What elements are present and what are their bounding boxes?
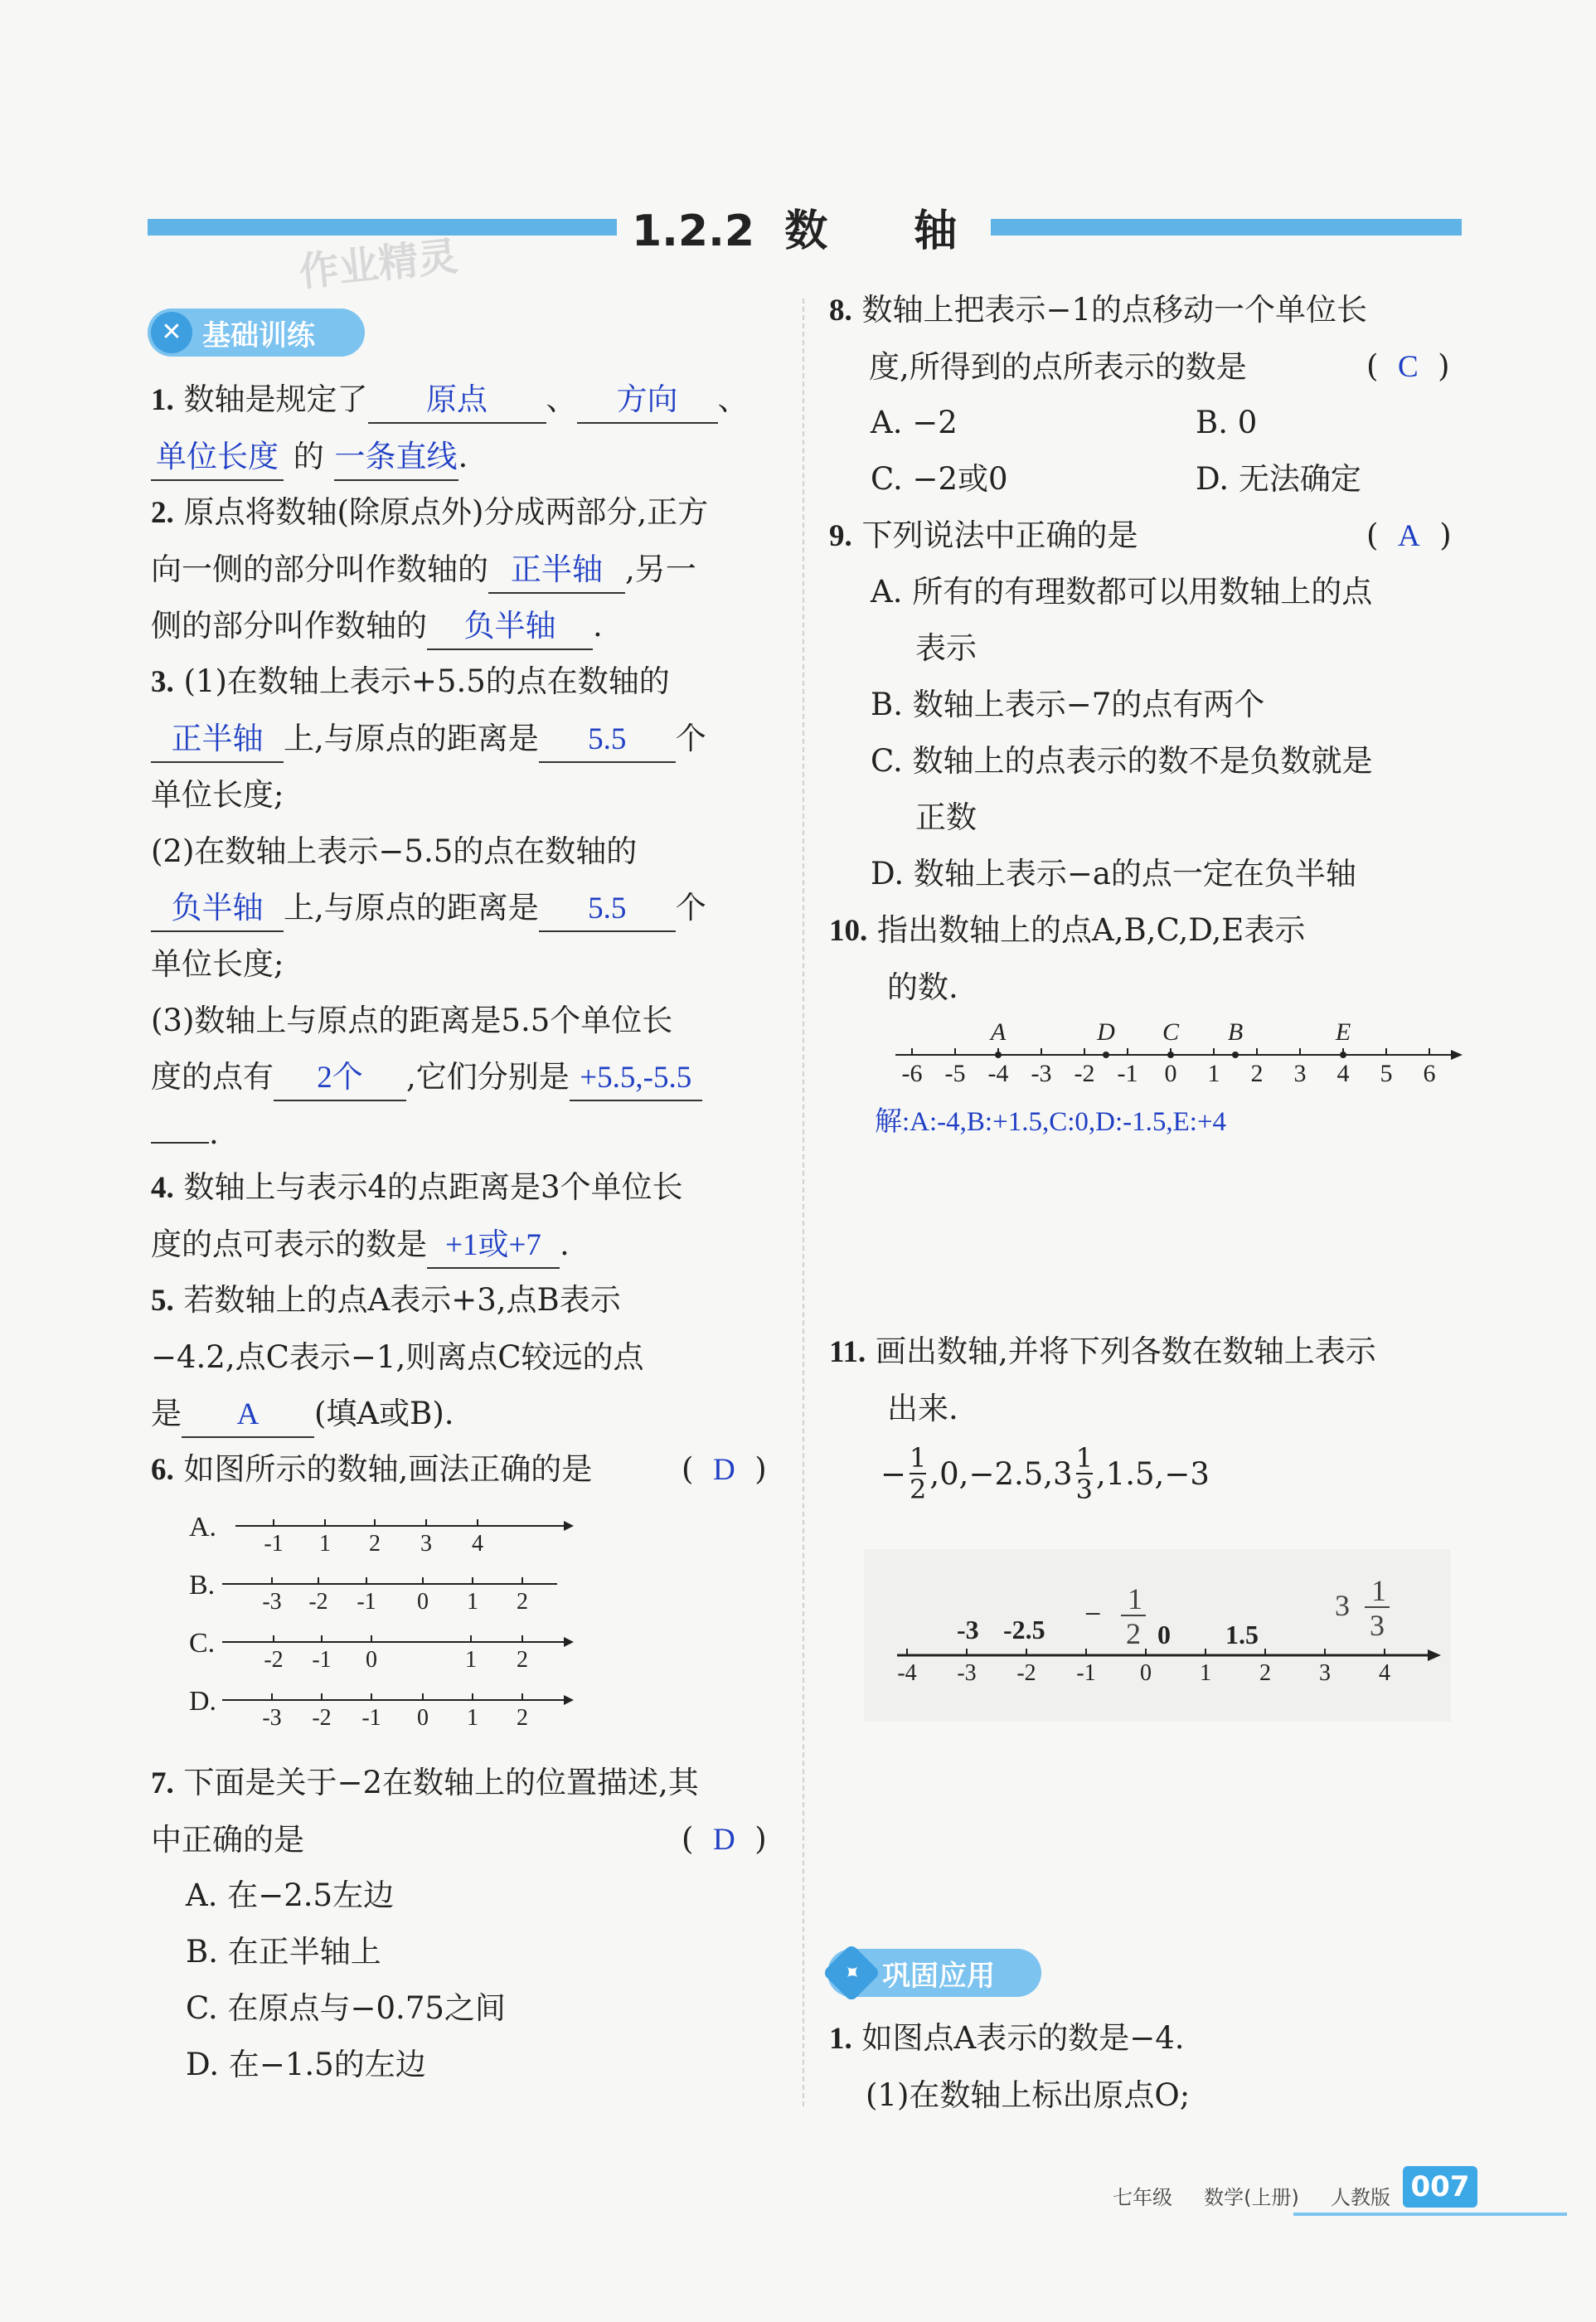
third-numerator: 1 [1371, 1574, 1386, 1607]
consolidate-question-1: 1. 如图点A表示的数是−4. (1)在数轴上标出原点O; [829, 2020, 1191, 2113]
footer [1113, 2181, 1390, 2210]
point-C [1167, 1052, 1174, 1058]
page-number: 007 [1403, 2166, 1477, 2208]
q10-answer: 解:A:-4,B:+1.5,C:0,D:-1.5,E:+4 [875, 1107, 1227, 1137]
tick-label: 6 [1423, 1060, 1436, 1087]
point-label: B [1227, 1018, 1244, 1046]
tick-label: 1 [465, 1647, 477, 1673]
diamond-icon: ✦ [822, 1944, 881, 2003]
question-6: 6. 如图所示的数轴,画法正确的是 ( D ) [151, 1441, 781, 1499]
tick-label: 3 [1319, 1660, 1331, 1686]
option: D. 在−1.5的左边 [186, 2047, 426, 2082]
q6-option-label: C. [189, 1628, 216, 1659]
section-basic-training: ✕ 基础训练 [148, 308, 365, 357]
option: A. 在−2.5左边 [186, 1878, 395, 1913]
tick-label: 1 [1200, 1660, 1211, 1686]
question-9: 9. 下列说法中正确的是 ( A ) [829, 508, 1467, 565]
option: B. 在正半轴上 [186, 1934, 381, 1970]
tick-label: -3 [262, 1589, 282, 1615]
q8-option-a: A. −2 [871, 405, 958, 440]
tick-label: -1 [264, 1531, 284, 1557]
label-zero: 0 [1157, 1620, 1171, 1649]
tick-label: 2 [369, 1531, 381, 1557]
option: B. 数轴上表示−7的点有两个 [871, 687, 1265, 722]
footer-grade: 七年级 [1113, 2186, 1172, 2209]
tick-label: 0 [417, 1705, 429, 1731]
tick-label: -1 [1117, 1060, 1138, 1087]
q11-number-list: − 1 2 ,0,−2.5,3 1 3 ,1.5,−3 [880, 1442, 1210, 1505]
q11-number-line [864, 1549, 1451, 1722]
tick-label: 2 [517, 1705, 528, 1731]
axis-arrow [564, 1695, 574, 1705]
label-minus-2-5: -2.5 [1003, 1615, 1045, 1644]
q6-option-c-ticks [264, 1635, 528, 1673]
tick-label: 5 [1380, 1060, 1393, 1087]
question-7: 7. 下面是关于−2在数轴上的位置描述,其 中正确的是 ( D ) [151, 1755, 781, 1868]
tick-label: 4 [1336, 1060, 1350, 1087]
q10-points [989, 1018, 1351, 1058]
question-11: 11. 画出数轴,并将下列各数在数轴上表示 出来. [829, 1333, 1376, 1426]
point-label: C [1162, 1018, 1180, 1046]
tick-label: 1 [467, 1705, 478, 1731]
option: C. 在原点与−0.75之间 [186, 1990, 506, 2026]
footer-subject: 数学(上册) [1204, 2186, 1299, 2209]
axis-arrow [1451, 1050, 1463, 1060]
section-consolidate: ✦ 巩固应用 [827, 1949, 1041, 1997]
option: C. 数轴上的点表示的数不是负数就是 [871, 743, 1373, 779]
tick-label: -2 [1016, 1660, 1036, 1686]
tick-label: -2 [1074, 1060, 1095, 1087]
q10-number-line [887, 1012, 1467, 1103]
tick-label: 0 [417, 1589, 429, 1615]
tick-label: 0 [366, 1647, 377, 1673]
tick-label: -1 [361, 1705, 381, 1731]
tick-label: 4 [472, 1531, 483, 1557]
option-continued: 正数 [915, 799, 977, 835]
tick-label: 2 [517, 1589, 528, 1615]
point-A [995, 1052, 1002, 1058]
tick-label: 1 [467, 1589, 478, 1615]
question-2: 2. 原点将数轴(除原点外)分成两部分,正方 向一侧的部分叫作数轴的 正半轴 ,另一 侧的部分叫作数轴的 负半轴 . [151, 484, 781, 654]
q8-option-d: D. 无法确定 [1196, 461, 1361, 497]
tick-label: -5 [944, 1060, 966, 1087]
title-bar-right [991, 219, 1462, 236]
point-label: E [1335, 1018, 1351, 1046]
tick-label: -3 [1031, 1060, 1052, 1087]
footer-edition: 人教版 [1331, 2186, 1391, 2209]
q8-option-c: C. −2或0 [871, 461, 1008, 497]
tick-label: 3 [1293, 1060, 1307, 1087]
tick-label: -4 [897, 1660, 917, 1686]
tick-label: -3 [957, 1660, 977, 1686]
answer-paren: ( A ) [1366, 517, 1452, 553]
q11-answer-image [864, 1549, 1451, 1722]
tick-label: 2 [1250, 1060, 1264, 1087]
question-1: 1. 数轴是规定了 原点 、 方向 、 单位长度 的 一条直线. [151, 372, 781, 485]
tick-label: 2 [517, 1647, 528, 1673]
tick-label: -1 [357, 1589, 376, 1615]
tick-label: -3 [262, 1705, 282, 1731]
third-denominator: 3 [1370, 1609, 1385, 1642]
tick-label: -2 [308, 1589, 328, 1615]
q6-option-label: B. [189, 1570, 216, 1601]
q6-option-label: A. [189, 1512, 217, 1542]
label-minus-3: -3 [957, 1615, 979, 1644]
tick-label: 2 [1259, 1660, 1271, 1686]
column-divider [803, 299, 804, 2106]
tick-label: 0 [1164, 1060, 1177, 1087]
question-5: 5. 若数轴上的点A表示+3,点B表示 −4.2,点C表示−1,则离点C较远的点 是 A (填A或B). [151, 1272, 781, 1442]
tick-label: 0 [1140, 1660, 1152, 1686]
footer-line [1293, 2213, 1567, 2216]
point-label: A [990, 1018, 1007, 1046]
question-10: 10. 指出数轴上的点A,B,C,D,E表示 的数. [829, 912, 1306, 1005]
tick-label: -6 [901, 1060, 923, 1087]
tick-label: -2 [312, 1705, 332, 1731]
option-continued: 表示 [915, 630, 977, 666]
option: D. 数轴上表示−a的点一定在负半轴 [871, 856, 1356, 891]
tick-label: 1 [319, 1531, 331, 1557]
tick-label: -1 [1076, 1660, 1096, 1686]
axis-arrow [564, 1637, 574, 1647]
mixed-whole: 3 [1335, 1589, 1350, 1622]
q6-option-b-ticks [262, 1577, 528, 1615]
q6-option-label: D. [189, 1686, 217, 1717]
minus-sign: − [1084, 1597, 1102, 1630]
tick-label: 3 [420, 1531, 432, 1557]
axis-arrow [564, 1521, 574, 1531]
page-title: 1.2.2 数 轴 [632, 206, 958, 256]
option: A. 所有的有理数都可以用数轴上的点 [871, 574, 1373, 610]
q6-option-a-ticks [264, 1519, 483, 1557]
half-numerator: 1 [1128, 1582, 1142, 1615]
point-label: D [1097, 1018, 1115, 1046]
q6-options-axes [182, 1493, 580, 1733]
q9-options [871, 564, 1467, 902]
axis-arrow [1428, 1649, 1441, 1661]
point-E [1340, 1052, 1346, 1058]
answer-paren: ( D ) [682, 1821, 767, 1857]
training-icon: ✕ [151, 312, 192, 353]
q6-option-d-ticks [262, 1693, 528, 1731]
tick-label: -4 [987, 1060, 1009, 1087]
q8-option-b: B. 0 [1196, 405, 1258, 440]
answer-paren: ( D ) [682, 1451, 767, 1487]
tick-label: 4 [1379, 1660, 1390, 1686]
question-8: 8. 数轴上把表示−1的点移动一个单位长 度,所得到的点所表示的数是 ( C ) [829, 282, 1467, 396]
watermark: 作业精灵 [297, 233, 460, 296]
question-3: 3. (1)在数轴上表示+5.5的点在数轴的 正半轴 上,与原点的距离是 5.5 个 单位长度; (2)在数轴上表示−5.5的点在数轴的 负半轴 上,与原点的距离是 5.5 个 单位长度; (3)数轴上与原点的距离是5.5个单位长 度的点有 2个 ,它们分别是 +5.5,-5.5 . [151, 663, 706, 1151]
label-1-5: 1.5 [1225, 1620, 1259, 1649]
question-4: 4. 数轴上与表示4的点距离是3个单位长 度的点可表示的数是 +1或+7 . [151, 1159, 781, 1273]
point-B [1232, 1052, 1239, 1058]
answer-paren: ( C ) [1366, 348, 1450, 384]
tick-label: -2 [264, 1647, 284, 1673]
q7-options [186, 1868, 506, 2093]
tick-label: 1 [1207, 1060, 1220, 1087]
point-D [1103, 1052, 1109, 1058]
tick-label: -1 [312, 1647, 332, 1673]
half-denominator: 2 [1126, 1617, 1141, 1650]
